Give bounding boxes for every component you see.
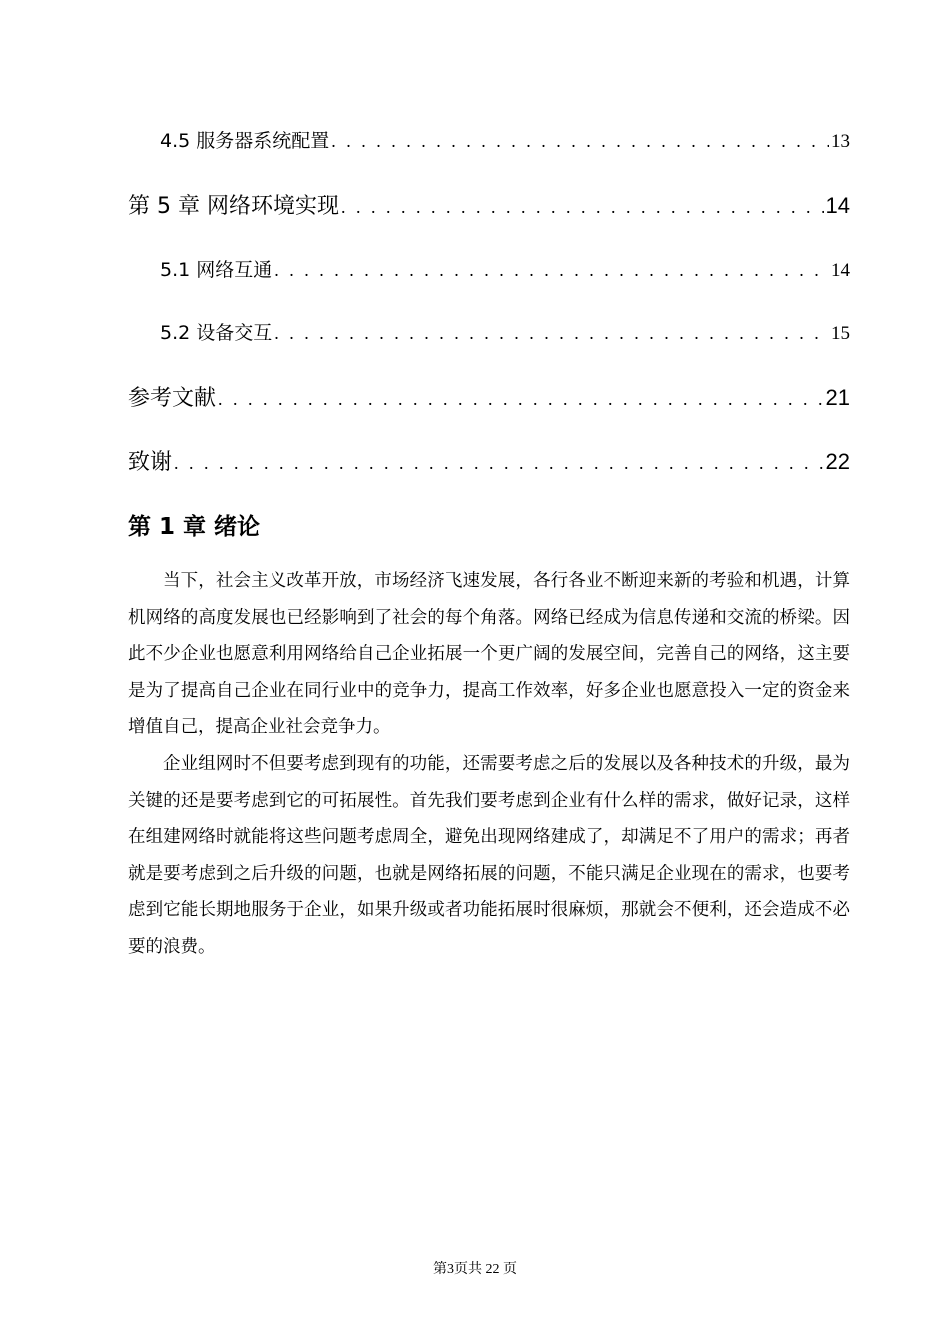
toc-dot-leader <box>274 260 829 281</box>
toc-entry-page: 14 <box>831 260 850 281</box>
toc-dot-leader <box>331 131 829 152</box>
toc-entry-acknowledgements[interactable] <box>128 445 850 477</box>
toc-dot-leader <box>341 197 824 218</box>
toc-entry-references[interactable] <box>128 381 850 413</box>
body-paragraph-1: 当下，社会主义改革开放，市场经济飞速发展，各行各业不断迎来新的考验和机遇，计算机网络的高度发展也已经影响到了社会的每个角落。网络已经成为信息传递和交流的桥梁。因此不少企业也愿意利用网络给自己企业拓展一个更广阔的发展空间，完善自己的网络，这主要是为了提高自己企业在同行业中的竞争力，提高工作效率，好多企业也愿意投入一定的资金来增值自己，提高企业社会竞争力。 <box>128 571 850 737</box>
toc-entry-page: 21 <box>825 385 850 410</box>
toc-entry-page: 14 <box>825 193 850 218</box>
toc-entry-title: 5.2 设备交互 <box>160 322 273 344</box>
chapter-heading: 第 1 章 绪论 <box>128 514 261 540</box>
toc-entry-page: 13 <box>831 131 850 152</box>
toc-entry-title: 4.5 服务器系统配置 <box>160 130 330 152</box>
toc-dot-leader <box>174 453 824 474</box>
toc-entry-chapter-5[interactable] <box>128 189 850 221</box>
toc-entry-title: 致谢 <box>128 450 173 475</box>
toc-dot-leader <box>218 389 824 410</box>
toc-entry-page: 15 <box>831 323 850 344</box>
toc-entry-5-1[interactable] <box>160 255 850 283</box>
page-footer: 第3页共 22 页 <box>433 1262 517 1277</box>
toc-entry-title: 参考文献 <box>128 386 217 411</box>
toc-dot-leader <box>274 323 829 344</box>
toc-entry-title: 第 5 章 网络环境实现 <box>128 194 339 219</box>
body-paragraph-2: 企业组网时不但要考虑到现有的功能，还需要考虑之后的发展以及各种技术的升级，最为关键的还是要考虑到它的可拓展性。首先我们要考虑到企业有什么样的需求，做好记录，这样在组建网络时就能将这些问题考虑周全，避免出现网络建成了，却满足不了用户的需求；再者就是要考虑到之后升级的问题，也就是网络拓展的问题，不能只满足企业现在的需求，也要考虑到它能长期地服务于企业，如果升级或者功能拓展时很麻烦，那就会不便利，还会造成不必要的浪费。 <box>128 754 850 957</box>
toc-entry-4-5[interactable] <box>160 126 850 154</box>
toc-entry-page: 22 <box>825 449 850 474</box>
toc-entry-5-2[interactable] <box>160 318 850 346</box>
toc-entry-title: 5.1 网络互通 <box>160 259 273 281</box>
